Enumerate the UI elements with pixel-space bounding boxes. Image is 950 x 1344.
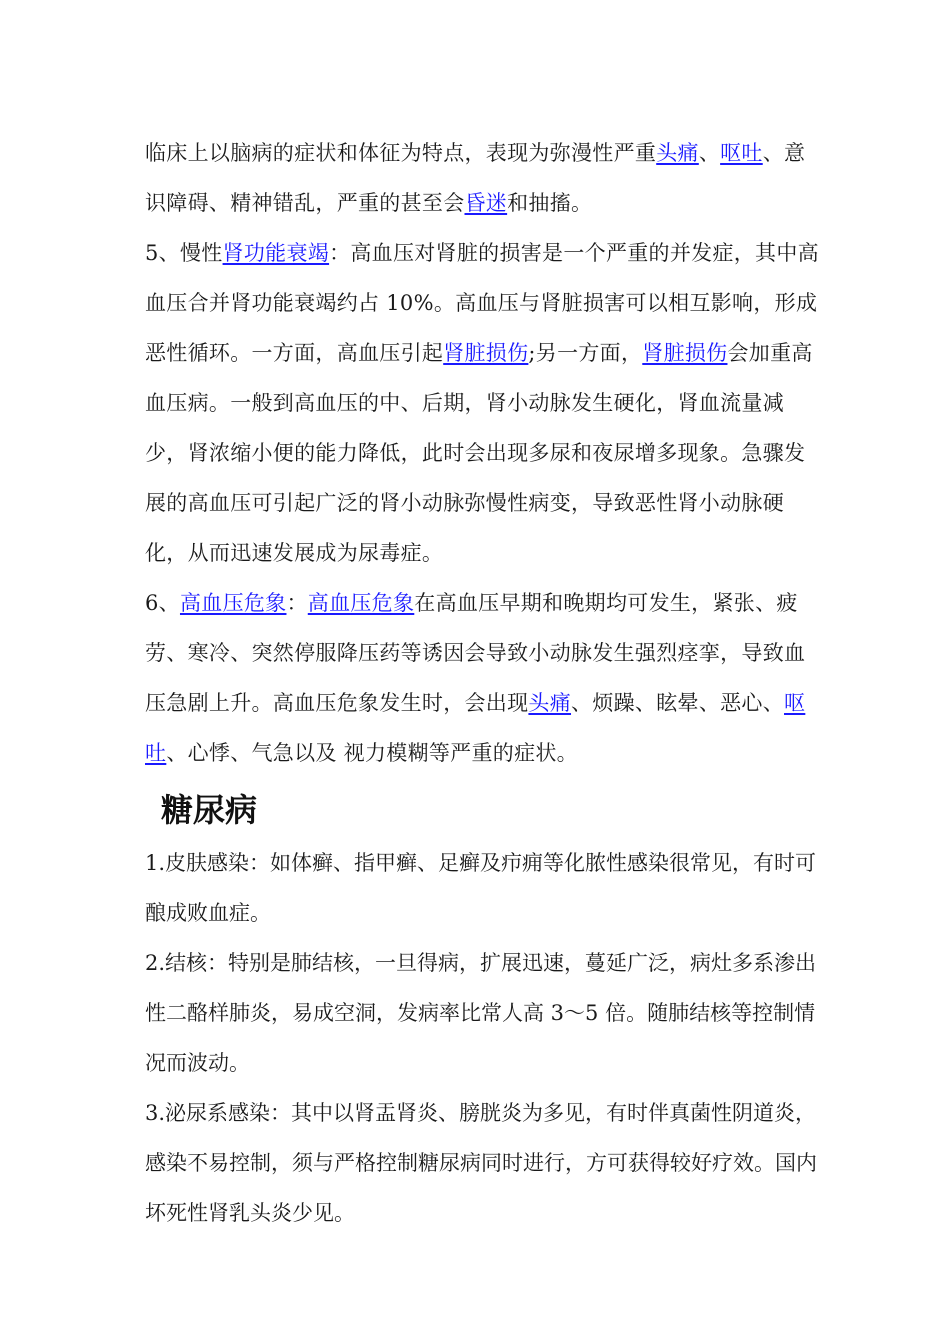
section-title-diabetes: 糖尿病 xyxy=(161,791,258,829)
link-kidney-damage[interactable]: 肾脏损伤 xyxy=(443,341,529,365)
link-hypertensive-crisis[interactable]: 高血压危象 xyxy=(179,591,287,615)
paragraph-encephalopathy xyxy=(145,128,825,228)
text: ;另一方面， xyxy=(528,341,643,365)
link-headache-2[interactable]: 头痛 xyxy=(528,691,572,715)
text: 和抽搐。 xyxy=(507,191,593,215)
list-item-urinary-infection: 3.泌尿系感染：其中以肾盂肾炎、膀胱炎为多见，有时伴真菌性阴道炎，感染不易控制，须与严格控制糖尿病同时进行，方可获得较好疗效。国内坏死性肾乳头炎少见。 xyxy=(145,1101,817,1225)
link-vomiting-2[interactable]: 呕吐 xyxy=(145,691,806,765)
text: 、烦躁、眩晕、恶心、 xyxy=(571,691,785,715)
text: 、 xyxy=(698,141,721,165)
link-headache[interactable]: 头痛 xyxy=(656,141,699,165)
link-renal-failure[interactable]: 肾功能衰竭 xyxy=(222,241,330,265)
link-hypertensive-crisis-2[interactable]: 高血压危象 xyxy=(307,591,415,615)
text: 会加重高血压病。一般到高血压的中、后期，肾小动脉发生硬化，肾血流量减少，肾浓缩小便的能力降低，此时会出现多尿和夜尿增多现象。急骤发展的高血压可引起广泛的肾小动脉弥慢性病变，导致恶性肾小动脉硬化，从而迅速发展成为尿毒症。 xyxy=(145,341,813,565)
text: 在高血压早期和晚期均可发生，紧张、疲劳、寒冷、突然停服降压药等诱因会导致小动脉发生强烈痉挛，导致血压急剧上升。高血压危象发生时，会出现 xyxy=(145,591,806,715)
paragraph-renal-failure xyxy=(145,228,825,578)
list-item-tuberculosis: 2.结核：特别是肺结核，一旦得病，扩展迅速，蔓延广泛，病灶多系渗出性二酪样肺炎，易成空洞，发病率比常人高 3～5 倍。随肺结核等控制情况而波动。 xyxy=(145,951,817,1075)
text: 6、 xyxy=(145,591,180,615)
text: ： xyxy=(286,591,308,615)
link-kidney-damage-2[interactable]: 肾脏损伤 xyxy=(642,341,728,365)
link-vomiting[interactable]: 呕吐 xyxy=(720,141,763,165)
paragraph-hypertensive-crisis xyxy=(145,578,825,778)
text: 5、慢性 xyxy=(145,241,223,265)
text: 、心悸、气急以及 视力模糊等严重的症状。 xyxy=(166,741,578,765)
document-page xyxy=(145,128,825,1238)
text: ：高血压对肾脏的损害是一个严重的并发症，其中高血压合并肾功能衰竭约占 10%。高血压与肾脏损害可以相互影响，形成恶性循环。一方面，高血压引起 xyxy=(145,241,819,365)
list-item-skin-infection: 1.皮肤感染：如体癣、指甲癣、足癣及疖痈等化脓性感染很常见，有时可酿成败血症。 xyxy=(145,851,817,925)
text: 、意识障碍、精神错乱，严重的甚至会 xyxy=(145,141,806,215)
text: 临床上以脑病的症状和体征为特点，表现为弥漫性严重 xyxy=(145,141,657,165)
link-coma[interactable]: 昏迷 xyxy=(464,191,508,215)
